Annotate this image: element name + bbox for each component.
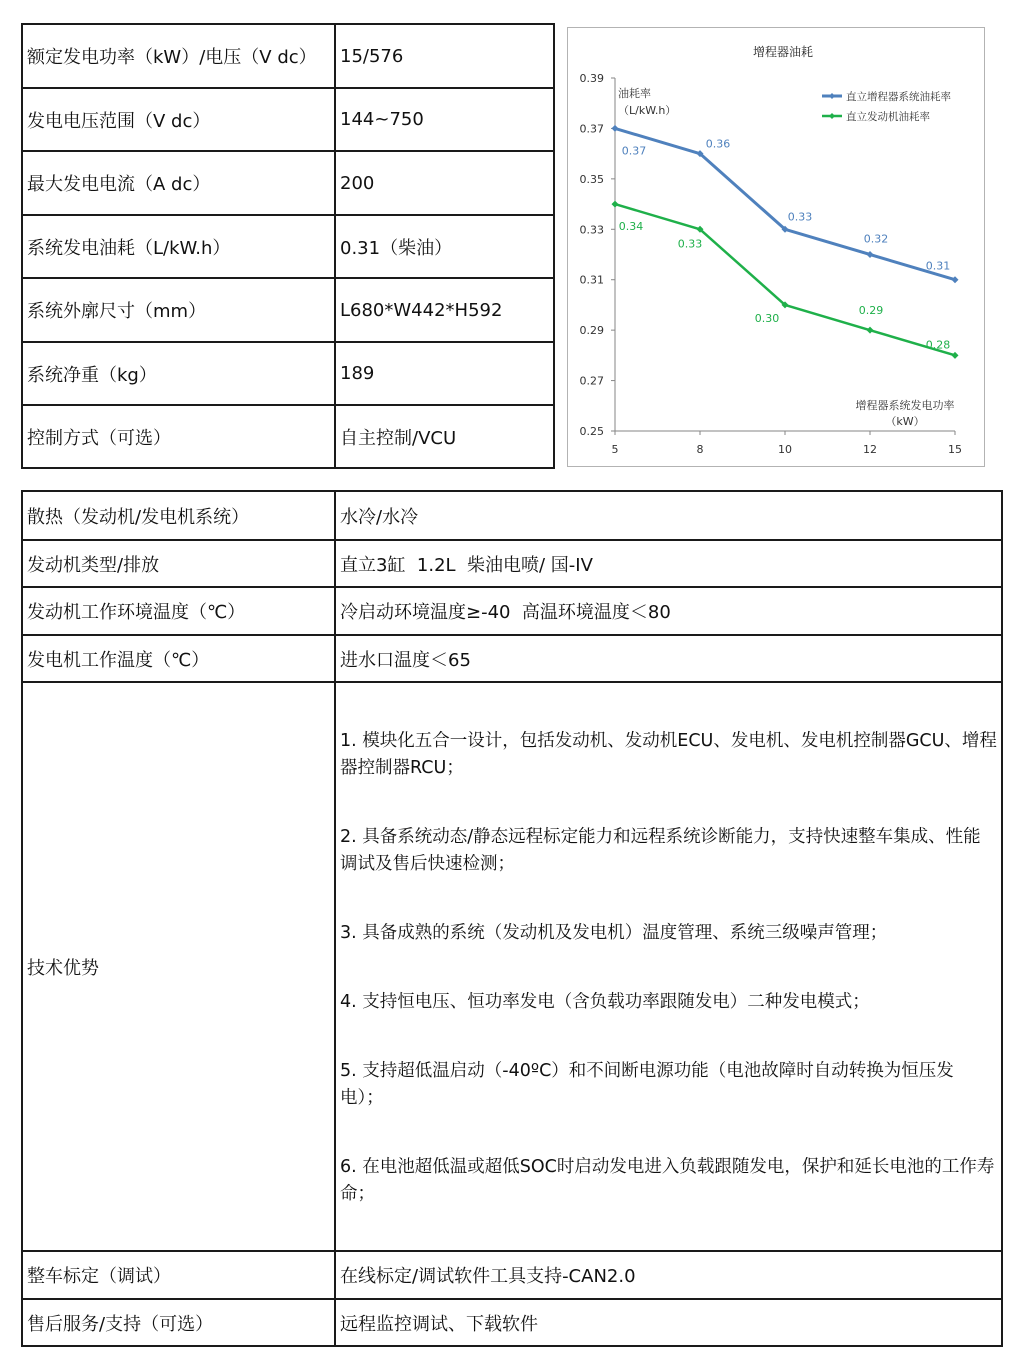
advantages-label: 技术优势 [22,682,335,1251]
spec-row [22,215,554,278]
fuel-consumption-chart [567,27,985,467]
spec-value: 冷启动环境温度≥-40 高温环境温度＜80 [335,587,1002,635]
x-tick-label: 15 [948,443,962,456]
spec-row [22,24,554,88]
spec-value: 水冷/水冷 [335,491,1002,540]
spec-value: 189 [335,342,554,405]
spec-label: 发动机工作环境温度（℃） [22,587,335,635]
advantage-item: 4. 支持恒电压、恒功率发电（含负载功率跟随发电）二种发电模式； [340,992,870,1012]
spec-value: 0.31（柴油） [335,215,554,278]
spec-table-top [21,23,555,469]
spec-value: 进水口温度＜65 [335,635,1002,682]
data-label: 0.28 [925,338,951,352]
advantage-item: 3. 具备成熟的系统（发动机及发电机）温度管理、系统三级噪声管理； [340,923,888,943]
data-label: 0.31 [925,259,951,273]
y-tick-label: 0.25 [579,425,604,438]
spec-row [22,635,1002,682]
spec-label: 发动机类型/排放 [22,540,335,587]
y-tick-label: 0.29 [579,324,604,338]
advantages-list [335,682,1002,1251]
data-label: 0.37 [621,144,647,158]
data-label: 0.29 [858,304,884,318]
advantage-item: 2. 具备系统动态/静态远程标定能力和远程系统诊断能力，支持快速整车集成、性能调试及售后快速检测； [340,827,981,874]
spec-row [22,278,554,342]
spec-label: 散热（发动机/发电机系统） [22,491,335,540]
spec-value: L680*W442*H592 [335,278,554,342]
legend-label: 直立增程器系统油耗率 [846,91,951,103]
data-label: 0.33 [677,237,703,251]
legend-label: 直立发动机油耗率 [846,111,930,123]
chart-title: 增程器油耗 [752,45,814,59]
spec-label: 系统发电油耗（L/kW.h） [22,215,335,278]
spec-value: 直立3缸 1.2L 柴油电喷/ 国-IV [335,540,1002,587]
x-axis-title: 增程器系统发电功率 [855,399,955,412]
y-tick-label: 0.27 [579,374,604,388]
spec-row [22,88,554,151]
spec-label: 售后服务/支持（可选） [22,1299,335,1346]
y-tick-label: 0.35 [579,172,604,186]
advantage-item: 5. 支持超低温启动（-40ºC）和不间断电源功能（电池故障时自动转换为恒压发电）； [340,1061,954,1108]
spec-label: 额定发电功率（kW）/电压（V dc） [22,24,335,88]
spec-label: 系统净重（kg） [22,342,335,405]
y-axis-unit: （L/kW.h） [618,104,677,117]
advantage-item: 6. 在电池超低温或超低SOC时启动发电进入负载跟随发电，保护和延长电池的工作寿命； [340,1157,995,1204]
spec-row [22,587,1002,635]
spec-row [22,1251,1002,1299]
advantages-row [22,682,1002,1251]
spec-value: 自主控制/VCU [335,405,554,468]
spec-row [22,491,1002,540]
spec-row [22,1299,1002,1346]
spec-row [22,342,554,405]
spec-value: 15/576 [335,24,554,88]
y-axis-title: 油耗率 [618,87,651,100]
chart-svg [567,27,985,467]
data-label: 0.32 [863,232,889,246]
spec-label: 系统外廓尺寸（mm） [22,278,335,342]
spec-row [22,151,554,215]
spec-label: 控制方式（可选） [22,405,335,468]
spec-table-bottom [21,490,1003,1347]
advantage-item: 1. 模块化五合一设计，包括发动机、发动机ECU、发电机、发电机控制器GCU、增程器控制器RCU； [340,731,997,778]
spec-value: 远程监控调试、下载软件 [335,1299,1002,1346]
spec-label: 整车标定（调试） [22,1251,335,1299]
data-label: 0.33 [787,210,813,224]
data-label: 0.30 [754,311,780,325]
spec-value: 200 [335,151,554,215]
x-tick-label: 8 [696,443,704,456]
x-tick-label: 10 [778,443,792,456]
y-tick-label: 0.31 [579,273,604,287]
spec-label: 发电机工作温度（℃） [22,635,335,682]
spec-label: 最大发电电流（A dc） [22,151,335,215]
y-tick-label: 0.37 [579,122,604,136]
spec-value: 在线标定/调试软件工具支持-CAN2.0 [335,1251,1002,1299]
x-axis-unit: （kW） [885,415,925,428]
data-label: 0.36 [705,137,731,151]
y-tick-label: 0.39 [579,72,604,85]
data-label: 0.34 [618,220,644,234]
x-tick-label: 5 [611,443,619,456]
spec-value: 144~750 [335,88,554,151]
spec-row [22,405,554,468]
spec-row [22,540,1002,587]
y-tick-label: 0.33 [579,223,604,237]
x-tick-label: 12 [863,443,877,456]
spec-label: 发电电压范围（V dc） [22,88,335,151]
